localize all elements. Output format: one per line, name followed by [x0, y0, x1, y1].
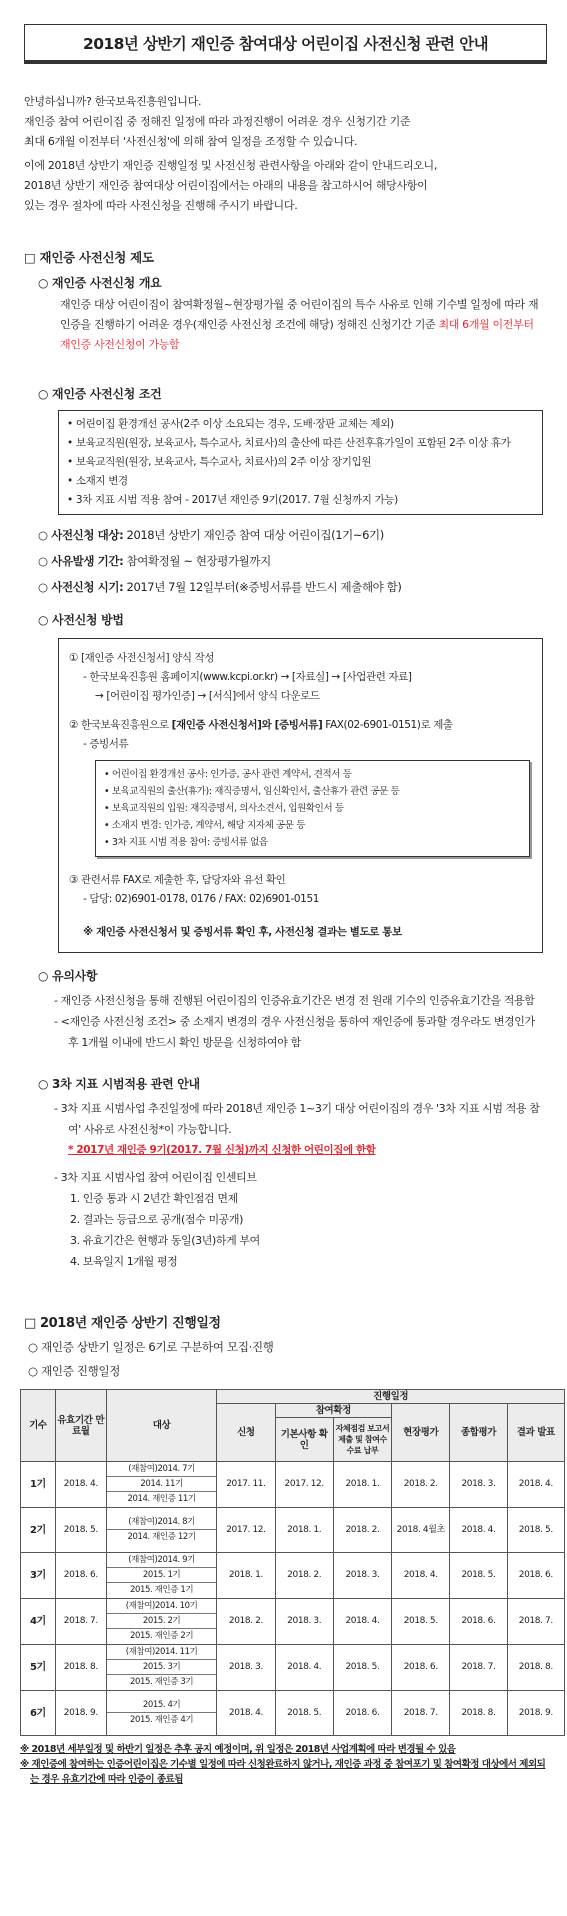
- schedule-line-2: ○ 재인증 진행일정: [28, 1364, 121, 1378]
- target-cell: [106, 1599, 216, 1645]
- table-row: [21, 1553, 565, 1599]
- table-row: [21, 1508, 565, 1553]
- method-step-2: [69, 716, 534, 857]
- header-gen: 기수: [21, 1390, 56, 1462]
- schedule-table: [20, 1389, 565, 1736]
- site-cell: 2018. 4.: [392, 1553, 450, 1599]
- schedule-footnotes: [20, 1742, 547, 1787]
- start-value: 2017년 7월 12일부터(※증빙서류를 반드시 제출해야 함): [123, 580, 402, 594]
- basic-cell: 2018. 4.: [275, 1645, 333, 1691]
- intro-line: 있는 경우 절차에 따라 사전신청을 진행해 주시기 바랍니다.: [24, 199, 298, 212]
- footnote-1: ※ 2018년 세부일정 및 하반기 일정은 추후 공지 예정이며, 위 일정은 2018년 사업계획에 따라 변경될 수 있음: [20, 1744, 456, 1755]
- step2-pre: ② 한국보육진흥원으로: [69, 719, 172, 731]
- target-cell: [106, 1553, 216, 1599]
- gen-cell: 4기: [21, 1599, 56, 1645]
- table-row: [21, 1645, 565, 1691]
- method-note: ※ 재인증 사전신청서 및 증빙서류 확인 후, 사전신청 결과는 별도로 통보: [83, 926, 402, 938]
- expiry-cell: 2018. 6.: [55, 1553, 106, 1599]
- basic-cell: 2018. 2.: [275, 1553, 333, 1599]
- overview-heading: ○ 재인증 사전신청 개요: [38, 276, 162, 290]
- caution-item: - <재인증 사전신청 조건> 중 소재지 변경의 경우 사전신청을 통하여 재인증에 통과할 경우라도 변경인가 후 1개월 이내에 반드시 확인 방문을 신청하여야 함: [54, 1015, 535, 1049]
- header-basic: 기본사항 확인: [275, 1418, 333, 1462]
- evidence-item: • 보육교직원의 입원: 재직증명서, 의사소견서, 입원확인서 등: [104, 803, 344, 814]
- target-line: (재참여)2014. 8기: [107, 1515, 216, 1530]
- intro-line: 이에 2018년 상반기 재인증 진행일정 및 사전신청 관련사항을 아래와 같이 안내드리오니,: [24, 159, 438, 172]
- period-label: ○ 사유발생 기간:: [38, 554, 124, 568]
- condition-item: • 3차 지표 시범 적용 참여 - 2017년 재인증 9기(2017. 7월 신청까지 가능): [67, 494, 398, 506]
- target-cell: [106, 1691, 216, 1736]
- method-step-3: [69, 871, 534, 909]
- target-label: ○ 사전신청 대상:: [38, 528, 124, 542]
- evidence-item: • 3차 지표 시범 적용 참여: 증빙서류 없음: [104, 837, 268, 848]
- overview-plain: 재인증 대상 어린이집이 참여확정월~현장평가월 중 어린이집의 특수 사유로 인해 기수별 일정에 따라 재인증을 진행하기 어려운 경우(재인증 사전신청 조건에 해당) 정해진 신청기간 기준: [60, 298, 539, 331]
- selfreport-cell: 2018. 4.: [333, 1599, 391, 1645]
- expiry-cell: 2018. 8.: [55, 1645, 106, 1691]
- total-cell: 2018. 6.: [450, 1599, 507, 1645]
- condition-item: • 보육교직원(원장, 보육교사, 특수교사, 치료사)의 2주 이상 장기입원: [67, 456, 372, 468]
- header-selfreport: 자체점검 보고서 제출 및 참여수수료 납부: [333, 1418, 391, 1462]
- period-value: 참여확정월 ~ 현장평가월까지: [123, 554, 271, 568]
- site-cell: 2018. 7.: [392, 1691, 450, 1736]
- incentive-item: 3. 유효기간은 현행과 동일(3년)하게 부여: [70, 1234, 260, 1247]
- target-line: 2015. 2기: [107, 1614, 216, 1629]
- target-line: 2015. 1기: [107, 1568, 216, 1583]
- step2-fax: FAX(02-6901-0151)로 제출: [322, 719, 453, 731]
- header-total: 종합평가: [450, 1404, 507, 1462]
- expiry-cell: 2018. 9.: [55, 1691, 106, 1736]
- total-cell: 2018. 3.: [450, 1462, 507, 1508]
- title-box: [24, 24, 547, 64]
- header-expiry: 유효기간 만료월: [55, 1390, 106, 1462]
- target-value: 2018년 상반기 재인증 참여 대상 어린이집(1기~6기): [123, 528, 384, 542]
- notice-page: [0, 24, 567, 1916]
- pilot-restriction: * 2017년 재인증 9기(2017. 7월 신청)까지 신청한 어린이집에 한함: [68, 1144, 376, 1156]
- site-cell: 2018. 6.: [392, 1645, 450, 1691]
- step1-title: ① [재인증 사전신청서] 양식 작성: [69, 652, 215, 664]
- header-apply: 신청: [217, 1404, 275, 1462]
- total-cell: 2018. 4.: [450, 1508, 507, 1553]
- apply-cell: 2017. 12.: [217, 1508, 275, 1553]
- table-row: [21, 1462, 565, 1508]
- step1-line-a: - 한국보육진흥원 홈페이지(www.kcpi.or.kr) → [자료실] → [사업관련 자료]: [83, 671, 412, 683]
- apply-cell: 2017. 11.: [217, 1462, 275, 1508]
- result-cell: 2018. 6.: [507, 1553, 564, 1599]
- step2-sub: - 증빙서류: [83, 738, 129, 750]
- selfreport-cell: 2018. 2.: [333, 1508, 391, 1553]
- target-line: 2014. 11기: [107, 1477, 216, 1492]
- intro-line: 최대 6개월 이전부터 '사전신청'에 의해 참여 일정을 조정할 수 있습니다.: [24, 135, 358, 148]
- header-progress: 진행일정: [217, 1390, 565, 1404]
- gen-cell: 5기: [21, 1645, 56, 1691]
- target-cell: [106, 1645, 216, 1691]
- intro-line: 재인증 참여 어린이집 중 정해진 일정에 따라 과정진행이 어려운 경우 신청기간 기준: [24, 115, 411, 128]
- target-line: 2015. 4기: [107, 1698, 216, 1713]
- total-cell: 2018. 8.: [450, 1691, 507, 1736]
- header-site: 현장평가: [392, 1404, 450, 1462]
- step2-title: [69, 716, 534, 735]
- step3-sub: - 담당: 02)6901-0178, 0176 / FAX: 02)6901-0151: [83, 893, 320, 905]
- apply-cell: 2018. 1.: [217, 1553, 275, 1599]
- result-cell: 2018. 8.: [507, 1645, 564, 1691]
- basic-cell: 2018. 1.: [275, 1508, 333, 1553]
- caution-list: [54, 990, 543, 1053]
- start-label: ○ 사전신청 시기:: [38, 580, 124, 594]
- total-cell: 2018. 7.: [450, 1645, 507, 1691]
- condition-item: • 소재지 변경: [67, 475, 128, 487]
- pilot-incentive-heading: - 3차 지표 시범사업 참여 어린이집 인센티브: [54, 1171, 257, 1184]
- gen-cell: 1기: [21, 1462, 56, 1508]
- apply-cell: 2018. 2.: [217, 1599, 275, 1645]
- gen-cell: 3기: [21, 1553, 56, 1599]
- incentive-item: 1. 인증 통과 시 2년간 확인점검 면제: [70, 1192, 238, 1205]
- target-line: 2014. 재인증 11기: [127, 1494, 196, 1504]
- apply-cell: 2018. 3.: [217, 1645, 275, 1691]
- target-line: 2015. 재인증 2기: [129, 1631, 194, 1641]
- evidence-item: • 어린이집 환경개선 공사: 인가증, 공사 관련 계약서, 견적서 등: [104, 769, 352, 780]
- target-line: [38, 525, 553, 545]
- selfreport-cell: 2018. 1.: [333, 1462, 391, 1508]
- period-line: [38, 551, 553, 571]
- target-line: (재참여)2014. 7기: [107, 1462, 216, 1477]
- pilot-content: [54, 1098, 543, 1272]
- table-row: [21, 1599, 565, 1645]
- selfreport-cell: 2018. 5.: [333, 1645, 391, 1691]
- selfreport-cell: 2018. 3.: [333, 1553, 391, 1599]
- site-cell: 2018. 4월초: [392, 1508, 450, 1553]
- expiry-cell: 2018. 4.: [55, 1462, 106, 1508]
- target-line: 2015. 재인증 1기: [129, 1585, 194, 1595]
- target-line: 2015. 재인증 4기: [129, 1715, 194, 1725]
- gen-cell: 2기: [21, 1508, 56, 1553]
- intro-text: [24, 92, 547, 216]
- result-cell: 2018. 9.: [507, 1691, 564, 1736]
- result-cell: 2018. 4.: [507, 1462, 564, 1508]
- pilot-heading: ○ 3차 지표 시범적용 관련 안내: [38, 1077, 200, 1091]
- method-box: [58, 638, 543, 953]
- evidence-box: [95, 760, 530, 857]
- gen-cell: 6기: [21, 1691, 56, 1736]
- condition-item: • 어린이집 환경개선 공사(2주 이상 소요되는 경우, 도배·장판 교체는 제외): [67, 418, 394, 430]
- intro-line: 2018년 상반기 재인증 참여대상 어린이집에서는 아래의 내용을 참고하시어 해당사항이: [24, 179, 428, 192]
- footnote-2: ※ 재인증에 참여하는 인증어린이집은 기수별 일정에 따라 신청완료하지 않거나, 재인증 과정 중 참여포기 및 참여확정 대상에서 제외되는 경우 유효기간에 따라 인증이 종료됨: [20, 1759, 546, 1785]
- target-line: (재참여)2014. 11기: [107, 1645, 216, 1660]
- selfreport-cell: 2018. 6.: [333, 1691, 391, 1736]
- incentive-item: 2. 결과는 등급으로 공개(점수 미공개): [70, 1213, 244, 1226]
- target-cell: [106, 1508, 216, 1553]
- section-heading-presubmission: □ 재인증 사전신청 제도: [24, 250, 154, 265]
- expiry-cell: 2018. 5.: [55, 1508, 106, 1553]
- evidence-item: • 보육교직원의 출산(휴가): 재직증명서, 임신확인서, 출산휴가 관련 공문 등: [104, 786, 400, 797]
- step1-line-b: → [어린이집 평가인증] → [서식]에서 양식 다운로드: [95, 690, 320, 702]
- target-line: (재참여)2014. 9기: [107, 1553, 216, 1568]
- basic-cell: 2018. 5.: [275, 1691, 333, 1736]
- overview-text: [60, 295, 543, 355]
- total-cell: 2018. 5.: [450, 1553, 507, 1599]
- target-cell: [106, 1462, 216, 1508]
- step2-docs: [재인증 사전신청서]와 [증빙서류]: [171, 719, 323, 731]
- result-cell: 2018. 7.: [507, 1599, 564, 1645]
- caution-heading: ○ 유의사항: [38, 969, 98, 983]
- apply-cell: 2018. 4.: [217, 1691, 275, 1736]
- table-row: [21, 1691, 565, 1736]
- expiry-cell: 2018. 7.: [55, 1599, 106, 1645]
- site-cell: 2018. 5.: [392, 1599, 450, 1645]
- caution-item: - 재인증 사전신청을 통해 진행된 어린이집의 인증유효기간은 변경 전 원래 기수의 인증유효기간을 적용함: [54, 994, 535, 1007]
- header-confirm: 참여확정: [275, 1404, 392, 1418]
- evidence-item: • 소재지 변경: 인가증, 계약서, 해당 지자체 공문 등: [104, 820, 305, 831]
- incentive-item: 4. 보육일지 1개월 평정: [70, 1255, 178, 1268]
- conditions-heading: ○ 재인증 사전신청 조건: [38, 387, 162, 401]
- basic-cell: 2017. 12.: [275, 1462, 333, 1508]
- target-line: 2015. 재인증 3기: [129, 1677, 194, 1687]
- header-target: 대상: [106, 1390, 216, 1462]
- start-line: [38, 577, 553, 597]
- condition-item: • 보육교직원(원장, 보육교사, 특수교사, 치료사)의 출산에 따른 산전후휴가일이 포함된 2주 이상 휴가: [67, 437, 511, 449]
- schedule-body: [21, 1462, 565, 1736]
- result-cell: 2018. 5.: [507, 1508, 564, 1553]
- basic-cell: 2018. 3.: [275, 1599, 333, 1645]
- step3-title: ③ 관련서류 FAX로 제출한 후, 담당자와 유선 확인: [69, 874, 286, 886]
- schedule-heading: □ 2018년 재인증 상반기 진행일정: [24, 1316, 221, 1331]
- pilot-intro: - 3차 지표 시범사업 추진일정에 따라 2018년 재인증 1~3기 대상 어린이집의 경우 '3차 지표 시범 적용 참여' 사유로 사전신청*이 가능합니다.: [54, 1102, 540, 1136]
- method-heading: ○ 사전신청 방법: [38, 613, 124, 627]
- site-cell: 2018. 2.: [392, 1462, 450, 1508]
- intro-line: 안녕하십니까? 한국보육진흥원입니다.: [24, 95, 202, 108]
- target-line: 2015. 3기: [107, 1660, 216, 1675]
- page-title: 2018년 상반기 재인증 참여대상 어린이집 사전신청 관련 안내: [83, 34, 488, 53]
- overview-highlight: 최대 6개월 이전부터 재인증 사전신청이 가능함: [60, 318, 534, 351]
- target-line: 2014. 재인증 12기: [127, 1532, 196, 1542]
- target-line: (재참여)2014. 10기: [107, 1599, 216, 1614]
- schedule-line-1: ○ 재인증 상반기 일정은 6기로 구분하여 모집·진행: [28, 1340, 274, 1354]
- conditions-box: [58, 410, 543, 515]
- method-step-1: [69, 649, 534, 706]
- header-result: 결과 발표: [507, 1404, 564, 1462]
